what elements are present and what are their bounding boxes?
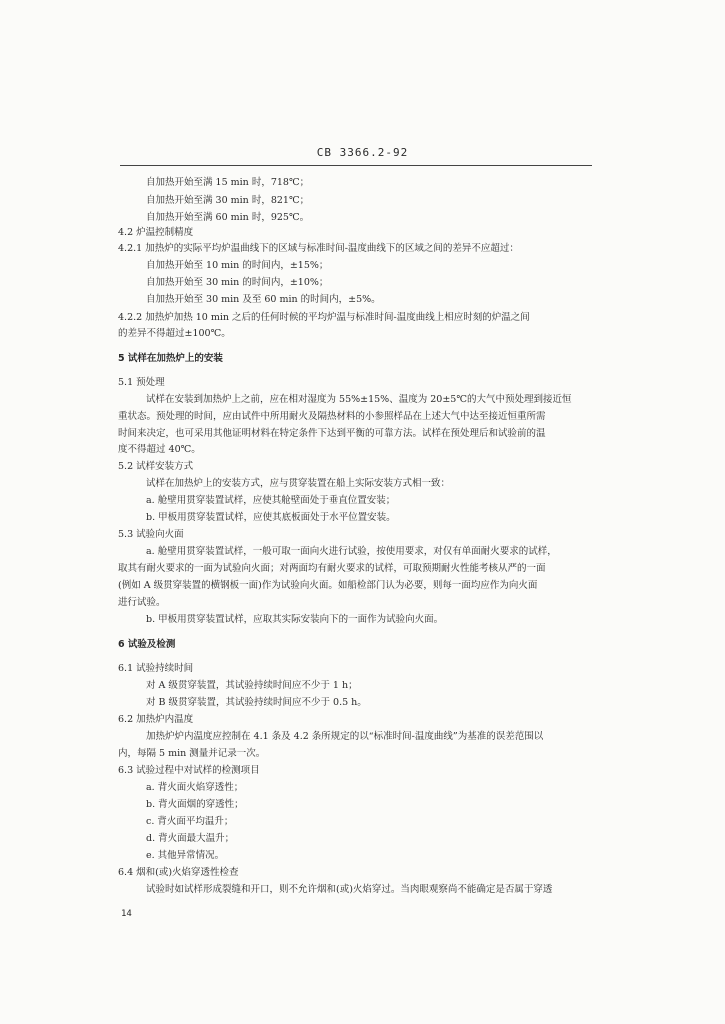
text-line: 自加热开始至满 30 min 时，821℃； [146,195,310,206]
text-line: 自加热开始至满 15 min 时，718℃； [146,177,310,188]
text-line: 试样在加热炉上的安装方式，应与贯穿装置在船上实际安装方式相一致： [146,478,451,489]
section-heading: 4.2 炉温控制精度 [118,227,194,238]
text-line: 时间来决定，也可采用其他证明材料在特定条件下达到平衡的可靠方法。试样在预处理后和试验前的温 [118,428,546,439]
header-rule [120,165,592,166]
section-heading: 5 试样在加热炉上的安装 [118,353,223,364]
section-heading: 5.1 预处理 [118,377,165,388]
text-line: 重状态。预处理的时间，应由试件中所用耐火及隔热材料的小参照样品在上述大气中达至接近恒重所需 [118,411,546,422]
section-heading: 6 试验及检测 [118,639,176,650]
list-item: b. 背火面烟的穿透性； [146,799,244,810]
section-heading: 6.4 烟和(或)火焰穿透性检查 [118,867,239,878]
list-item: a. 背火面火焰穿透性； [146,782,244,793]
text-line: 自加热开始至 30 min 的时间内，±10%； [146,277,329,288]
list-item: a. 舱壁用贯穿装置试样，一般可取一面向火进行试验，按使用要求，对仅有单面耐火要求的试样， [146,546,557,557]
section-heading: 6.2 加热炉内温度 [118,714,194,725]
section-heading: 6.1 试验持续时间 [118,663,194,674]
list-item: e. 其他异常情况。 [146,850,225,861]
text-line: 试样在安装到加热炉上之前，应在相对湿度为 55%±15%、温度为 20±5℃的大气中预处理到接近恒 [146,394,572,405]
text-line: 取其有耐火要求的一面为试验向火面；对两面均有耐火要求的试样，可取预期耐火性能考核从严的一面 [118,563,546,574]
text-line: 对 A 级贯穿装置，其试验持续时间应不少于 1 h； [146,680,358,691]
list-item: b. 甲板用贯穿装置试样，应取其实际安装向下的一面作为试验向火面。 [146,614,444,625]
list-item: a. 舱壁用贯穿装置试样，应使其舱壁面处于垂直位置安装； [146,495,396,506]
section-heading: 5.2 试样安装方式 [118,461,194,472]
text-line: 4.2.2 加热炉加热 10 min 之后的任何时候的平均炉温与标准时间-温度曲线上相应时刻的炉温之间 [118,312,530,323]
text-line: 进行试验。 [118,597,166,608]
text-line: 自加热开始至 10 min 的时间内，±15%； [146,260,329,271]
section-heading: 5.3 试验向火面 [118,529,184,540]
list-item: b. 甲板用贯穿装置试样，应使其底板面处于水平位置安装。 [146,512,396,523]
text-line: 4.2.1 加热炉的实际平均炉温曲线下的区域与标准时间-温度曲线下的区域之间的差异不应超过： [118,243,519,254]
document-header: CB 3366.2-92 [316,146,409,159]
page-number: 14 [121,909,132,919]
section-heading: 6.3 试验过程中对试样的检测项目 [118,765,260,776]
text-line: 试验时如试样形成裂缝和开口，则不允许烟和(或)火焰穿过。当肉眼观察尚不能确定是否属于穿透 [146,884,553,895]
text-line: 加热炉炉内温度应控制在 4.1 条及 4.2 条所规定的以“标准时间-温度曲线”为基准的误差范围以 [146,731,544,742]
text-line: (例如 A 级贯穿装置的横钢板一面)作为试验向火面。如船检部门认为必要，则每一面均应作为向火面 [118,580,538,591]
text-line: 的差异不得超过±100℃。 [118,328,231,339]
list-item: d. 背火面最大温升； [146,833,235,844]
text-line: 自加热开始至 30 min 及至 60 min 的时间内，±5%。 [146,294,381,305]
list-item: c. 背火面平均温升； [146,816,234,827]
text-line: 内，每隔 5 min 测量并记录一次。 [118,748,266,759]
text-line: 自加热开始至满 60 min 时，925℃。 [146,212,310,223]
text-line: 度不得超过 40℃。 [118,444,201,455]
text-line: 对 B 级贯穿装置，其试验持续时间应不少于 0.5 h。 [146,697,367,708]
